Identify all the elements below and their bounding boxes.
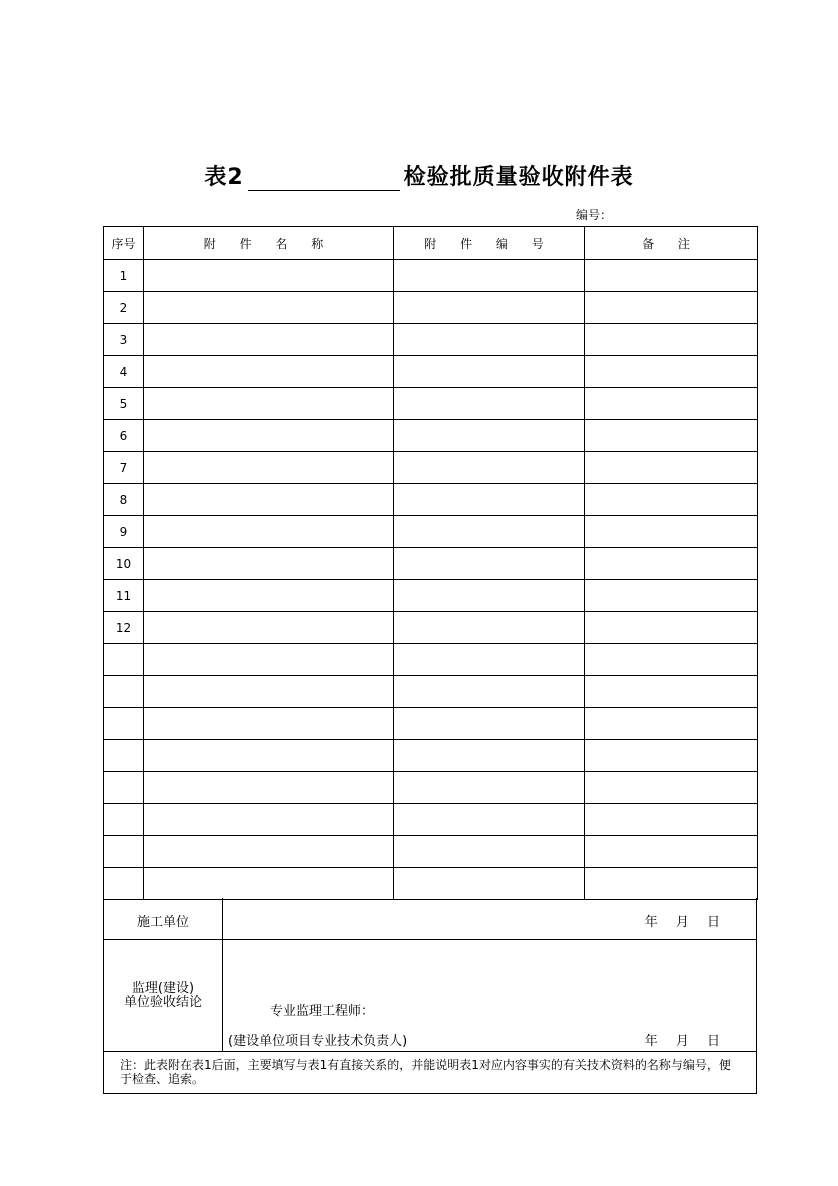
remarks-cell[interactable] <box>585 644 758 676</box>
row-index: 9 <box>104 516 144 548</box>
attachment-number-cell[interactable] <box>394 516 585 548</box>
table-row <box>104 420 758 452</box>
attachment-number-cell[interactable] <box>394 324 585 356</box>
col-header-remarks: 备 注 <box>585 227 758 260</box>
attachment-number-cell[interactable] <box>394 484 585 516</box>
col-header-name: 附 件 名 称 <box>144 227 394 260</box>
row-index: 10 <box>104 548 144 580</box>
attachment-number-cell[interactable] <box>394 388 585 420</box>
row-index: 4 <box>104 356 144 388</box>
row-index: 11 <box>104 580 144 612</box>
supervision-label-line2: 单位验收结论 <box>123 995 202 1010</box>
table-row <box>104 708 758 740</box>
attachment-number-cell[interactable] <box>394 740 585 772</box>
construction-date: 年 月 日 <box>644 915 720 930</box>
row-index <box>104 708 144 740</box>
attachment-name-cell[interactable] <box>144 484 394 516</box>
supervision-label-line1: 监理(建设) <box>131 981 195 996</box>
attachment-name-cell[interactable] <box>144 772 394 804</box>
table-row <box>104 580 758 612</box>
remarks-cell[interactable] <box>585 356 758 388</box>
remarks-cell[interactable] <box>585 548 758 580</box>
attachment-name-cell[interactable] <box>144 356 394 388</box>
table-row <box>104 356 758 388</box>
table-header-row <box>104 227 758 260</box>
remarks-cell[interactable] <box>585 804 758 836</box>
title-blank-line[interactable] <box>248 164 400 191</box>
note-text: 注：此表附在表1后面，主要填写与表1有直接关系的，并能说明表1对应内容事实的有关技术资料的名称与编号，便于检查、追索。 <box>120 1058 731 1086</box>
remarks-cell[interactable] <box>585 260 758 292</box>
remarks-cell[interactable] <box>585 388 758 420</box>
row-index: 3 <box>104 324 144 356</box>
remarks-cell[interactable] <box>585 484 758 516</box>
table-row <box>104 612 758 644</box>
remarks-cell[interactable] <box>585 324 758 356</box>
table-row <box>104 516 758 548</box>
attachment-name-cell[interactable] <box>144 612 394 644</box>
engineer-label: 专业监理工程师： <box>270 1004 375 1019</box>
row-index: 12 <box>104 612 144 644</box>
attachment-name-cell[interactable] <box>144 420 394 452</box>
attachment-number-cell[interactable] <box>394 260 585 292</box>
remarks-cell[interactable] <box>585 580 758 612</box>
col-header-number: 附 件 编 号 <box>394 227 585 260</box>
construction-unit-label: 施工单位 <box>136 915 189 930</box>
table-row <box>104 804 758 836</box>
remarks-cell[interactable] <box>585 420 758 452</box>
attachment-number-cell[interactable] <box>394 580 585 612</box>
supervision-label <box>104 982 222 1010</box>
attachment-number-cell[interactable] <box>394 292 585 324</box>
row-index <box>104 676 144 708</box>
remarks-cell[interactable] <box>585 836 758 868</box>
remarks-cell[interactable] <box>585 452 758 484</box>
attachment-name-cell[interactable] <box>144 324 394 356</box>
row-index <box>104 868 144 900</box>
attachment-name-cell[interactable] <box>144 644 394 676</box>
attachment-name-cell[interactable] <box>144 580 394 612</box>
remarks-cell[interactable] <box>585 292 758 324</box>
remarks-cell[interactable] <box>585 516 758 548</box>
table-row <box>104 644 758 676</box>
row-index: 1 <box>104 260 144 292</box>
title-suffix: 检验批质量验收附件表 <box>403 165 634 190</box>
table-row <box>104 868 758 900</box>
attachment-name-cell[interactable] <box>144 708 394 740</box>
attachment-number-cell[interactable] <box>394 772 585 804</box>
footer-section <box>103 898 757 1094</box>
col-header-index: 序号 <box>104 227 144 260</box>
table-row <box>104 740 758 772</box>
table-row <box>104 388 758 420</box>
attachment-name-cell[interactable] <box>144 388 394 420</box>
note-row <box>103 1052 757 1094</box>
remarks-cell[interactable] <box>585 708 758 740</box>
attachment-number-cell[interactable] <box>394 644 585 676</box>
attachment-number-cell[interactable] <box>394 836 585 868</box>
row-index: 7 <box>104 452 144 484</box>
attachment-name-cell[interactable] <box>144 452 394 484</box>
attachment-name-cell[interactable] <box>144 836 394 868</box>
attachment-number-cell[interactable] <box>394 548 585 580</box>
row-index <box>104 740 144 772</box>
row-index: 6 <box>104 420 144 452</box>
row-index: 8 <box>104 484 144 516</box>
table-row <box>104 324 758 356</box>
attachment-number-cell[interactable] <box>394 452 585 484</box>
table-row <box>104 676 758 708</box>
attachment-number-cell[interactable] <box>394 612 585 644</box>
remarks-cell[interactable] <box>585 772 758 804</box>
title-prefix: 表2 <box>204 165 244 190</box>
table-row <box>104 548 758 580</box>
table-row <box>104 292 758 324</box>
attachment-number-cell[interactable] <box>394 804 585 836</box>
remarks-cell[interactable] <box>585 740 758 772</box>
remarks-cell[interactable] <box>585 676 758 708</box>
owner-label: (建设单位项目专业技术负责人) <box>228 1034 408 1049</box>
remarks-cell[interactable] <box>585 612 758 644</box>
attachment-name-cell[interactable] <box>144 740 394 772</box>
attachment-number-cell[interactable] <box>394 420 585 452</box>
attachment-number-cell[interactable] <box>394 356 585 388</box>
construction-unit-row <box>103 898 757 940</box>
attachment-name-cell[interactable] <box>144 868 394 900</box>
attachment-number-cell[interactable] <box>394 868 585 900</box>
attachment-table <box>103 226 758 900</box>
attachment-name-cell[interactable] <box>144 804 394 836</box>
table-row <box>104 836 758 868</box>
attachment-name-cell[interactable] <box>144 260 394 292</box>
attachment-name-cell[interactable] <box>144 548 394 580</box>
table-row <box>104 452 758 484</box>
row-index: 2 <box>104 292 144 324</box>
code-label: 编号： <box>576 208 613 222</box>
remarks-cell[interactable] <box>585 868 758 900</box>
supervision-date: 年 月 日 <box>644 1034 720 1049</box>
row-index <box>104 836 144 868</box>
row-index <box>104 804 144 836</box>
row-index: 5 <box>104 388 144 420</box>
table-row <box>104 772 758 804</box>
attachment-number-cell[interactable] <box>394 676 585 708</box>
form-title <box>0 160 838 191</box>
table-row <box>104 260 758 292</box>
supervision-row <box>103 940 757 1052</box>
attachment-name-cell[interactable] <box>144 676 394 708</box>
attachment-name-cell[interactable] <box>144 292 394 324</box>
attachment-name-cell[interactable] <box>144 516 394 548</box>
table-row <box>104 484 758 516</box>
row-index <box>104 644 144 676</box>
attachment-number-cell[interactable] <box>394 708 585 740</box>
row-index <box>104 772 144 804</box>
